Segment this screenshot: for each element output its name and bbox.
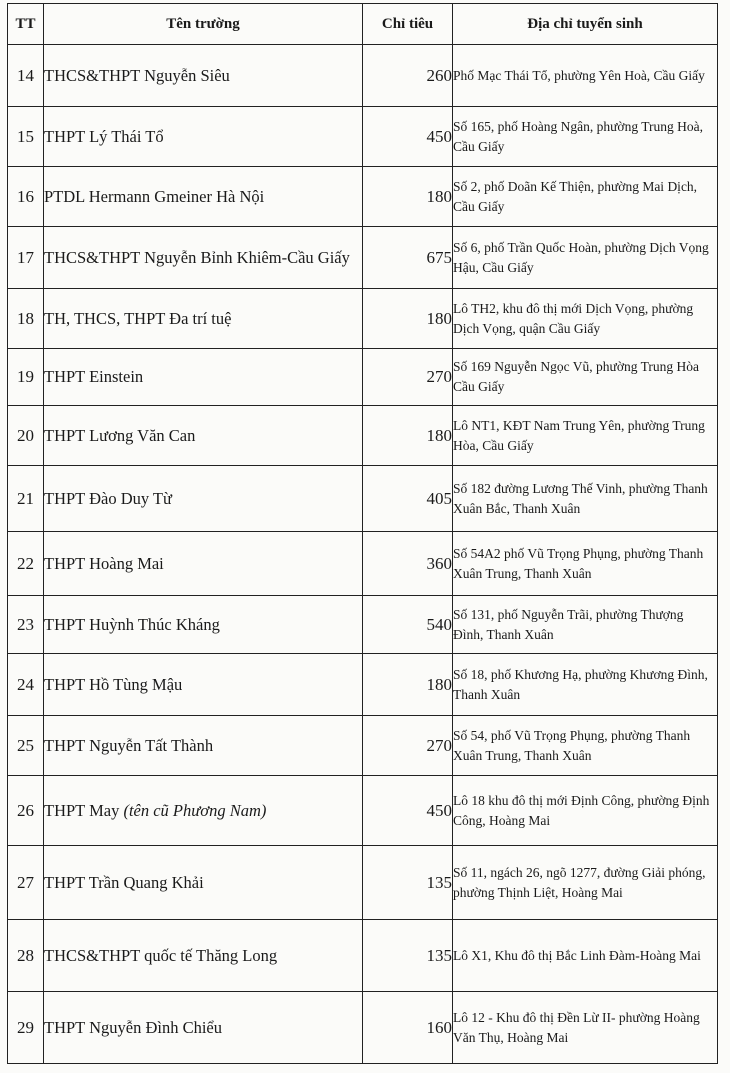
table-row xyxy=(8,846,718,920)
row-number: 28 xyxy=(8,920,44,992)
quota-value: 360 xyxy=(363,532,453,596)
quota-value: 270 xyxy=(363,349,453,406)
quota-value: 135 xyxy=(363,920,453,992)
row-number: 26 xyxy=(8,776,44,846)
school-name: THCS&THPT Nguyễn Siêu xyxy=(44,65,230,85)
admission-address: Số 182 đường Lương Thế Vinh, phường Thanh Xuân Bắc, Thanh Xuân xyxy=(453,466,718,532)
table-row xyxy=(8,289,718,349)
school-name: THPT Nguyễn Đình Chiểu xyxy=(44,1017,222,1037)
school-name-cell xyxy=(44,167,363,227)
table-row xyxy=(8,532,718,596)
row-number: 20 xyxy=(8,406,44,466)
row-number: 29 xyxy=(8,992,44,1064)
school-name-cell xyxy=(44,920,363,992)
school-name: TH, THCS, THPT Đa trí tuệ xyxy=(44,308,232,328)
header-quota: Chỉ tiêu xyxy=(363,4,453,45)
admission-address: Lô NT1, KĐT Nam Trung Yên, phường Trung Hòa, Cầu Giấy xyxy=(453,406,718,466)
table-row xyxy=(8,716,718,776)
school-name-cell xyxy=(44,654,363,716)
school-name-cell xyxy=(44,716,363,776)
school-name-cell xyxy=(44,532,363,596)
school-name-cell xyxy=(44,466,363,532)
table-row xyxy=(8,920,718,992)
school-name: PTDL Hermann Gmeiner Hà Nội xyxy=(44,186,265,206)
admission-address: Số 18, phố Khương Hạ, phường Khương Đình, Thanh Xuân xyxy=(453,654,718,716)
admission-address: Số 6, phố Trần Quốc Hoàn, phường Dịch Vọng Hậu, Cầu Giấy xyxy=(453,227,718,289)
school-admission-table xyxy=(7,3,718,1064)
table-row xyxy=(8,45,718,107)
table-row xyxy=(8,227,718,289)
admission-address: Số 54, phố Vũ Trọng Phụng, phường Thanh Xuân Trung, Thanh Xuân xyxy=(453,716,718,776)
quota-value: 540 xyxy=(363,596,453,654)
admission-address: Số 11, ngách 26, ngõ 1277, đường Giải phóng, phường Thịnh Liệt, Hoàng Mai xyxy=(453,846,718,920)
admission-address: Lô 18 khu đô thị mới Định Công, phường Định Công, Hoàng Mai xyxy=(453,776,718,846)
row-number: 22 xyxy=(8,532,44,596)
admission-address: Lô 12 - Khu đô thị Đền Lừ II- phường Hoàng Văn Thụ, Hoàng Mai xyxy=(453,992,718,1064)
table-row xyxy=(8,466,718,532)
school-name: THPT Đào Duy Từ xyxy=(44,488,172,508)
table-row xyxy=(8,107,718,167)
admission-address: Số 54A2 phố Vũ Trọng Phụng, phường Thanh Xuân Trung, Thanh Xuân xyxy=(453,532,718,596)
quota-value: 675 xyxy=(363,227,453,289)
school-name: THPT Hồ Tùng Mậu xyxy=(44,674,183,694)
row-number: 19 xyxy=(8,349,44,406)
school-name: THPT Einstein xyxy=(44,367,144,387)
admission-address: Số 165, phố Hoàng Ngân, phường Trung Hoà, Cầu Giấy xyxy=(453,107,718,167)
table-row xyxy=(8,406,718,466)
school-name-cell xyxy=(44,406,363,466)
quota-value: 180 xyxy=(363,406,453,466)
school-name: THPT Trần Quang Khải xyxy=(44,872,204,892)
header-address: Địa chỉ tuyển sinh xyxy=(453,4,718,45)
school-name: THPT Nguyễn Tất Thành xyxy=(44,735,214,755)
quota-value: 180 xyxy=(363,167,453,227)
admission-address: Số 131, phố Nguyễn Trãi, phường Thượng Đình, Thanh Xuân xyxy=(453,596,718,654)
admission-address: Lô TH2, khu đô thị mới Dịch Vọng, phường Dịch Vọng, quận Cầu Giấy xyxy=(453,289,718,349)
school-name: THPT Lương Văn Can xyxy=(44,425,196,445)
quota-value: 160 xyxy=(363,992,453,1064)
row-number: 21 xyxy=(8,466,44,532)
admission-address: Lô X1, Khu đô thị Bắc Linh Đàm-Hoàng Mai xyxy=(453,920,718,992)
table-row xyxy=(8,349,718,406)
school-name-cell xyxy=(44,349,363,406)
admission-address: Phố Mạc Thái Tổ, phường Yên Hoà, Cầu Giấy xyxy=(453,45,718,107)
school-name-cell xyxy=(44,289,363,349)
school-name-cell xyxy=(44,992,363,1064)
quota-value: 180 xyxy=(363,289,453,349)
row-number: 24 xyxy=(8,654,44,716)
quota-value: 405 xyxy=(363,466,453,532)
school-name-cell xyxy=(44,846,363,920)
school-former-name: (tên cũ Phương Nam) xyxy=(123,800,267,820)
school-name: THPT Lý Thái Tổ xyxy=(44,126,164,146)
row-number: 25 xyxy=(8,716,44,776)
quota-value: 270 xyxy=(363,716,453,776)
quota-value: 260 xyxy=(363,45,453,107)
school-name-cell xyxy=(44,227,363,289)
admission-address: Số 2, phố Doãn Kế Thiện, phường Mai Dịch, Cầu Giấy xyxy=(453,167,718,227)
quota-value: 450 xyxy=(363,776,453,846)
school-name: THCS&THPT Nguyễn Bỉnh Khiêm-Cầu Giấy xyxy=(44,247,350,267)
row-number: 18 xyxy=(8,289,44,349)
school-name: THCS&THPT quốc tế Thăng Long xyxy=(44,945,278,965)
row-number: 16 xyxy=(8,167,44,227)
row-number: 15 xyxy=(8,107,44,167)
quota-value: 180 xyxy=(363,654,453,716)
table-row xyxy=(8,167,718,227)
row-number: 17 xyxy=(8,227,44,289)
header-tt: TT xyxy=(8,4,44,45)
quota-value: 450 xyxy=(363,107,453,167)
table-header-row xyxy=(8,4,718,45)
quota-value: 135 xyxy=(363,846,453,920)
admission-address: Số 169 Nguyễn Ngọc Vũ, phường Trung Hòa Cầu Giấy xyxy=(453,349,718,406)
table-row xyxy=(8,596,718,654)
table-body xyxy=(8,45,718,1064)
row-number: 27 xyxy=(8,846,44,920)
row-number: 14 xyxy=(8,45,44,107)
header-school-name: Tên trường xyxy=(44,4,363,45)
school-name: THPT May xyxy=(44,800,124,820)
table-row xyxy=(8,992,718,1064)
school-name-cell xyxy=(44,45,363,107)
school-name: THPT Hoàng Mai xyxy=(44,553,164,573)
school-name-cell xyxy=(44,596,363,654)
row-number: 23 xyxy=(8,596,44,654)
table-row xyxy=(8,776,718,846)
table-row xyxy=(8,654,718,716)
school-name-cell xyxy=(44,107,363,167)
school-name: THPT Huỳnh Thúc Kháng xyxy=(44,614,220,634)
school-name-cell xyxy=(44,776,363,846)
